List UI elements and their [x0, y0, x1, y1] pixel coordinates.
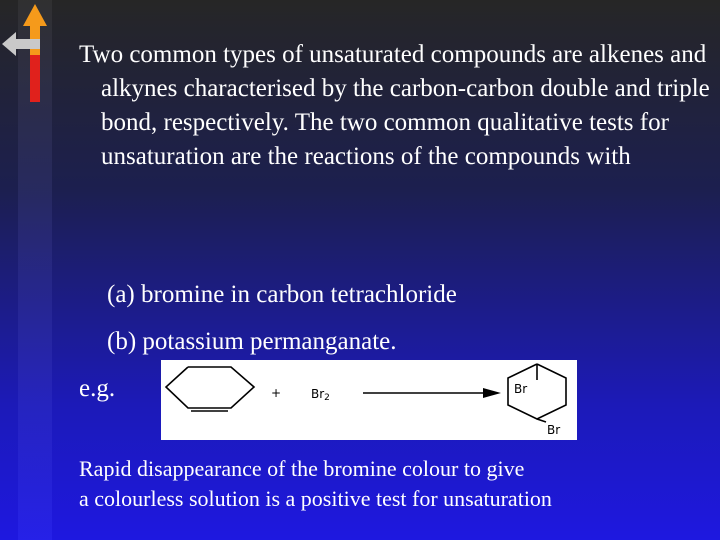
reagent-subscript: 2 — [324, 393, 330, 403]
footer-line-2: a colourless solution is a positive test for unsaturation — [79, 486, 552, 511]
cyclohexene-structure — [166, 367, 254, 411]
example-label: e.g. — [79, 375, 116, 402]
reagent-formula — [311, 387, 330, 403]
product-bottom-bromine: Br — [547, 423, 561, 437]
test-item-b: (b) potassium permanganate. — [107, 328, 397, 355]
footer-note — [79, 454, 709, 514]
footer-line-1: Rapid disappearance of the bromine colour to give — [79, 456, 525, 481]
reagent-symbol: Br — [311, 387, 325, 401]
test-item-a: (a) bromine in carbon tetrachloride — [107, 281, 457, 308]
product-top-bromine: Br — [514, 382, 528, 396]
up-arrow-icon[interactable] — [23, 4, 47, 102]
navigation-icons — [0, 0, 60, 110]
reaction-scheme — [161, 360, 577, 440]
plus-sign: + — [271, 386, 282, 400]
intro-paragraph: Two common types of unsaturated compounds are alkenes and alkynes characterised by the carbon-carbon double and triple bond, respectively. The two common qualitative tests for unsaturation are the reactions of the compounds with — [79, 41, 710, 170]
reaction-arrow — [363, 388, 501, 398]
